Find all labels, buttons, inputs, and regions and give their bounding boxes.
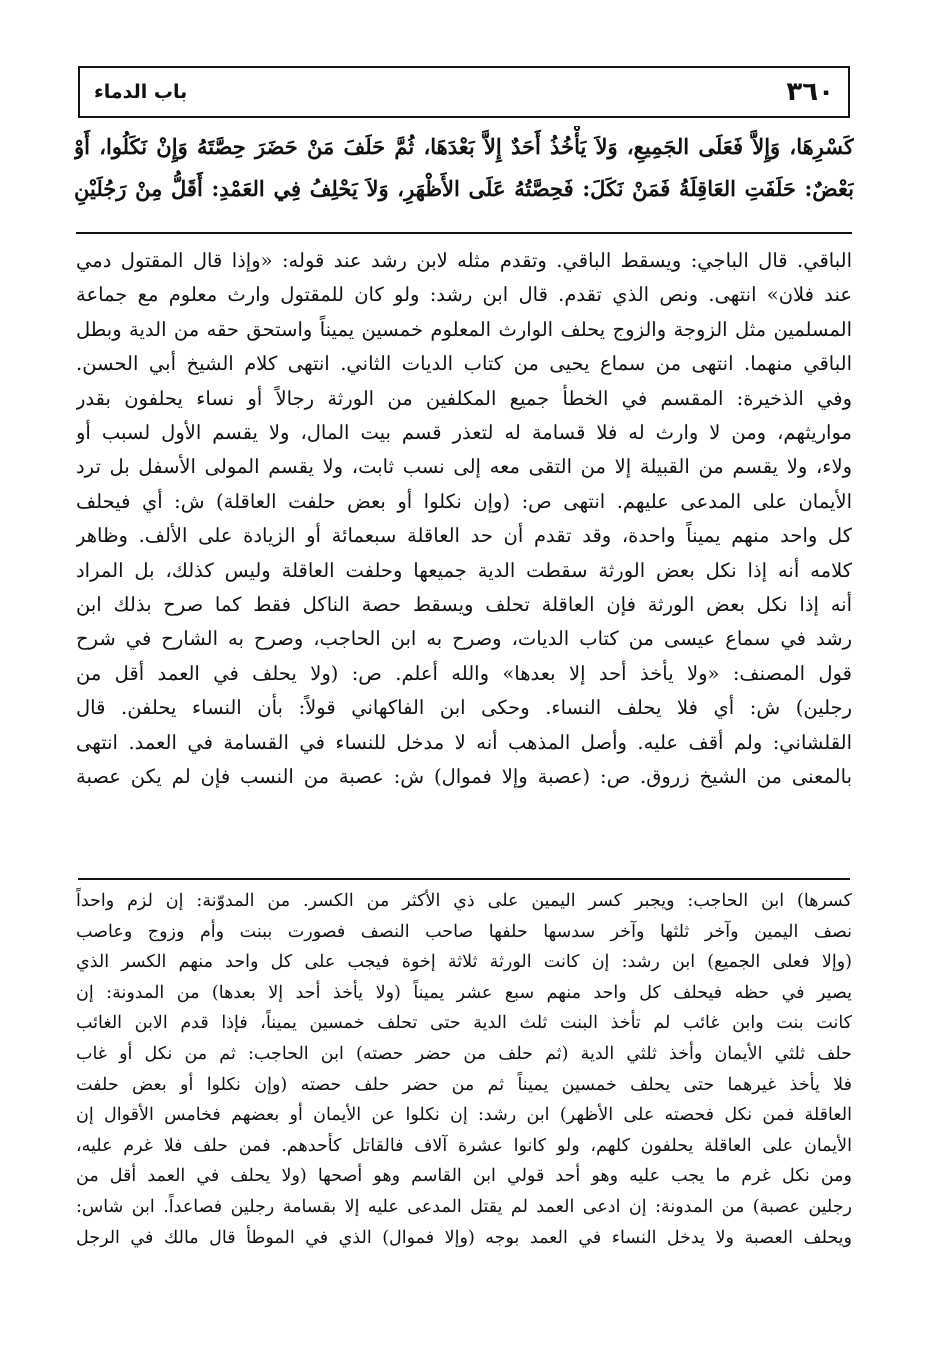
matn-line: بَعْضٌ: حَلَفَتِ العَاقِلَةُ فَمَنْ نَكَلَ: فَحِصَّتُهُ عَلَى الأَظْهَرِ، وَلاَ يَحْلِفُ فِي العَمْدِ: أَقَلُّ مِنْ رَجُلَيْنِ — [74, 176, 854, 201]
footnote-line: كسرها) ابن الحاجب: ويجبر كسر اليمين على ذي الأكثر من الكسر. من المدوّنة: إن لزم واحداً — [76, 891, 852, 911]
commentary-line: الباقي منهما. انتهى من سماع يحيى من كتاب الديات الثاني. انتهى كلام الشيخ أبي الحسن. — [76, 352, 852, 376]
page-header — [78, 66, 850, 118]
footnotes-text — [76, 886, 852, 1253]
footnote-line: يصير في حظه فيحلف كل واحد منهم سبع عشر يميناً (ولا يأخذ أحد إلا بعدها) من المدونة: إن — [76, 982, 852, 1003]
footnote-line: فلا يأخذ غيرهما حتى يحلف خمسين يميناً ثم من حضر حلف حصته (وإن نكلوا أو بعض حلفت — [76, 1074, 852, 1095]
commentary-line: الأيمان على المدعى عليهم. انتهى ص: (وإن نكلوا أو بعض حلفت العاقلة) ش: أي فيحلف — [76, 489, 852, 513]
footnote-line: كانت بنت وابن غائب لم تأخذ البنت ثلث الدية حتى تحلف خمسين يميناً، فإذا قدم الابن الغائب — [76, 1013, 852, 1034]
commentary-line: أنه إذا نكل بعض الورثة فإن العاقلة تحلف ويسقط حصة الناكل فقط كما صرح بذلك ابن — [76, 593, 852, 617]
footnote-separator-rule — [78, 878, 850, 880]
footnote-line: (وإلا فعلى الجميع) ابن رشد: إن كانت الورثة ثلاثة إخوة فيجب على كل واحد منهم الكسر الذي — [76, 952, 852, 973]
commentary-line: كل واحد منهم يميناً واحدة، وقد تقدم أن حد العاقلة سبعمائة أو الزيادة على الألف. وظاهر — [76, 524, 852, 548]
commentary-line: عند فلان» انتهى. ونص الذي تقدم. قال ابن رشد: ولو كان للمقتول وارث معلوم مع جماعة — [76, 283, 852, 307]
page-number: ٣٦٠ — [786, 77, 834, 107]
commentary-line: المسلمين مثل الزوجة والزوج يحلف الوارث المعلوم خمسين يميناً واستحق حقه من الدية وبطل — [76, 317, 852, 341]
commentary-line: الباقي. قال الباجي: ويسقط الباقي. وتقدم مثله لابن رشد عند قوله: «وإذا قال المقتول دمي — [76, 249, 852, 272]
commentary-line: ولاء، ولا يقسم من القبيلة إلا من التقى معه إلى نسب ثابت، ولا يقسم المولى الأسفل بل ترد — [76, 455, 852, 479]
footnote-line: حلف ثلثي الأيمان وأخذ ثلثي الدية (ثم حلف من حضر حصته) ابن الحاجب: ثم من نكل أو غاب — [76, 1043, 852, 1064]
commentary-line: وفي الذخيرة: المقسم في الخطأ جميع المكلفين من الورثة رجالاً أو نساء يحلفون بقدر — [76, 386, 852, 410]
commentary-line: قول المصنف: «ولا يأخذ أحد إلا بعدها» والله أعلم. ص: (ولا يحلف في العمد أقل من — [76, 661, 852, 685]
commentary-line: رجلين) ش: أي فلا يحلف النساء. وحكى ابن الفاكهاني قولاً: بأن النساء يحلفن. قال — [76, 696, 852, 720]
commentary-line: بالمعنى من الشيخ زروق. ص: (عصبة وإلا فموال) ش: عصبة من النسب فإن لم يكن عصبة — [76, 765, 852, 789]
footnote-line: ومن نكل غرم ما يجب عليه وهو أحد قولي ابن القاسم وهو أصحها (ولا يحلف في العمد أقل من — [76, 1166, 852, 1187]
footnote-line: الأيمان على العاقلة يحلفون كلهم، ولو كانوا عشرة آلاف فالقاتل كأحدهم. فمن حلف فلا غرم عليه، — [76, 1135, 852, 1156]
footnote-line: رجلين عصبة) من المدونة: إن ادعى العمد لم يقتل المدعى عليه إلا بقسامة رجلين فصاعداً. ابن شاس: — [76, 1196, 852, 1217]
commentary-text — [76, 244, 852, 795]
chapter-title: باب الدماء — [94, 81, 188, 103]
commentary-line: مواريثهم، ومن لا وارث له فلا قسامة له لتعذر قسم بيت المال، ولا يقسم الأول لسبب أو — [76, 421, 852, 445]
matn-text — [74, 126, 854, 210]
matn-line: كَسْرِهَا، وَإِلاَّ فَعَلَى الجَمِيعِ، وَلاَ يَأْخُذُ أَحَدٌ إِلاَّ بَعْدَهَا، ثُمَّ حَلَفَ مَنْ حَضَرَ حِصَّتَهُ وَإِنْ نَكَلُوا، أَوْ — [74, 134, 854, 159]
footnote-line: العاقلة فمن نكل فحصته على الأظهر) ابن رشد: إن نكلوا عن الأيمان أو بعضهم فخامس الأقوال إن — [76, 1105, 852, 1126]
commentary-line: القلشاني: ولم أقف عليه. وأصل المذهب أنه لا مدخل للنساء في القسامة في العمد. انتهى — [76, 730, 852, 754]
commentary-line: رشد في سماع عيسى من كتاب الديات، وصرح به ابن الحاجب، وصرح به الشارح في شرح — [76, 627, 852, 651]
footnote-line: ويحلف العصبة ولا يدخل النساء في العمد بوجه (وإلا فموال) الذي في الموطأ قال مالك في الرجل — [76, 1227, 852, 1248]
commentary-line: كلامه أنه إذا نكل بعض الورثة سقطت الدية جميعها وحلفت العاقلة وليس كذلك، بل المراد — [76, 558, 852, 582]
footnote-line: نصف اليمين وآخر ثلثها وآخر سدسها حلفها صاحب النصف فصورت ببنت وأم وزوج وعاصب — [76, 921, 852, 942]
separator-rule — [76, 232, 852, 234]
